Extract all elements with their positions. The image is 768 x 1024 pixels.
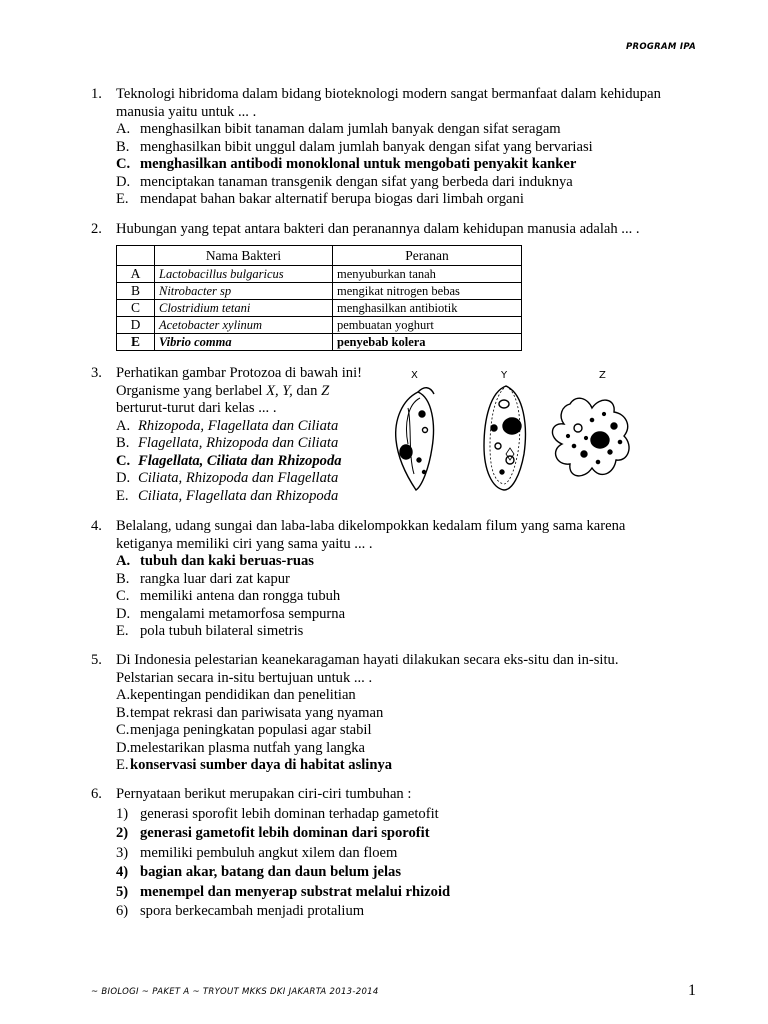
table-row: C Clostridium tetani menghasilkan antibiotik	[117, 300, 522, 317]
option-a-answer: A. tubuh dan kaki beruas-ruas	[116, 553, 314, 569]
table-row: B Nitrobacter sp mengikat nitrogen bebas	[117, 283, 522, 300]
table-header-name: Nama Bakteri	[155, 246, 333, 266]
bacteria-table	[116, 245, 522, 351]
question-5	[91, 652, 711, 775]
table-row: D Acetobacter xylinum pembuatan yoghurt	[117, 317, 522, 334]
option-b: B. Flagellata, Rhizopoda dan Ciliata	[116, 435, 339, 451]
protozoa-figure	[378, 364, 643, 492]
question-stem: Belalang, udang sungai dan laba-laba dikelompokkan kedalam filum yang sama karena ketiganya memiliki ciri yang sama yaitu ... .	[116, 518, 626, 552]
question-1	[91, 86, 711, 209]
question-number: 5.	[91, 652, 102, 668]
footer-text: ~ BIOLOGI ~ PAKET A ~ TRYOUT MKKS DKI JAKARTA 2013-2014	[91, 987, 379, 997]
option-b: B. menghasilkan bibit unggul dalam jumlah banyak dengan sifat yang bervariasi	[116, 138, 593, 155]
option-c: C. menjaga peningkatan populasi agar stabil	[116, 722, 372, 738]
table-row-answer: E Vibrio comma penyebab kolera	[117, 334, 522, 351]
option-c-answer: C. menghasilkan antibodi monoklonal untuk mengobati penyakit kanker	[116, 156, 577, 172]
option-c-answer: C. Flagellata, Ciliata dan Rhizopoda	[116, 452, 342, 469]
question-stem: Perhatikan gambar Protozoa di bawah ini! Organisme yang berlabel X, Y, dan Z berturut-turut dari kelas ... .	[116, 365, 362, 416]
label-z: Z	[599, 370, 606, 381]
question-number: 1.	[91, 86, 102, 102]
question-4	[91, 518, 711, 641]
statement-6: 6) spora berkecambah menjadi protalium	[116, 903, 365, 919]
option-a: A. Rhizopoda, Flagellata dan Ciliata	[116, 417, 339, 434]
question-6	[91, 785, 711, 922]
statement-1: 1) generasi sporofit lebih dominan terhadap gametofit	[116, 805, 439, 822]
question-2	[91, 221, 711, 239]
question-stem: Di Indonesia pelestarian keanekaragaman hayati dilakukan secara eks-situ dan in-situ. Pelstarian secara in-situ bertujuan untuk ... .	[116, 652, 619, 686]
option-d: D. mengalami metamorfosa sempurna	[116, 605, 346, 622]
option-e: E. Ciliata, Flagellata dan Rhizopoda	[116, 487, 339, 504]
question-number: 3.	[91, 365, 102, 381]
organism-y-ciliate-icon	[484, 386, 525, 490]
option-a: A. menghasilkan bibit tanaman dalam jumlah banyak dengan sifat seragam	[116, 121, 561, 137]
option-b: B. tempat rekrasi dan pariwisata yang nyaman	[116, 704, 384, 721]
question-number: 6.	[91, 786, 102, 802]
question-3	[91, 365, 381, 505]
option-e: E. mendapat bahan bakar alternatif berupa biogas dari limbah organi	[116, 191, 524, 207]
option-c: C. memiliki antena dan rongga tubuh	[116, 588, 341, 604]
statement-4: 4) bagian akar, batang dan daun belum jelas	[116, 864, 402, 880]
header-program: PROGRAM IPA	[625, 42, 696, 52]
statement-3: 3) memiliki pembuluh angkut xilem dan floem	[116, 844, 398, 861]
page-number: 1	[688, 982, 696, 999]
statement-5: 5) menempel dan menyerap substrat melalui rhizoid	[116, 883, 451, 900]
option-d: D. menciptakan tanaman transgenik dengan sifat yang berbeda dari induknya	[116, 173, 573, 190]
option-b: B. rangka luar dari zat kapur	[116, 570, 290, 587]
table-header-role: Peranan	[333, 246, 522, 266]
option-d: D. melestarikan plasma nutfah yang langka	[116, 739, 366, 756]
question-number: 2.	[91, 221, 102, 237]
label-x: X	[411, 370, 418, 381]
label-y: Y	[501, 370, 508, 381]
organism-x-flagellate-icon	[396, 388, 434, 490]
question-number: 4.	[91, 518, 102, 534]
organism-z-amoeba-icon	[552, 398, 629, 476]
option-e-answer: E. konservasi sumber daya di habitat aslinya	[116, 757, 393, 773]
question-stem: Pernyataan berikut merupakan ciri-ciri tumbuhan :	[116, 786, 412, 802]
option-d: D. Ciliata, Rhizopoda dan Flagellata	[116, 470, 339, 486]
table-row: A Lactobacillus bulgaricus menyuburkan tanah	[117, 266, 522, 283]
option-e: E. pola tubuh bilateral simetris	[116, 623, 304, 639]
question-stem: Teknologi hibridoma dalam bidang bioteknologi modern sangat bermanfaat dalam kehidupan manusia yaitu untuk ... .	[116, 86, 661, 120]
statement-2: 2) generasi gametofit lebih dominan dari sporofit	[116, 825, 430, 841]
option-a: A. kepentingan pendidikan dan penelitian	[116, 687, 356, 703]
question-stem: Hubungan yang tepat antara bakteri dan peranannya dalam kehidupan manusia adalah ... .	[116, 221, 640, 237]
